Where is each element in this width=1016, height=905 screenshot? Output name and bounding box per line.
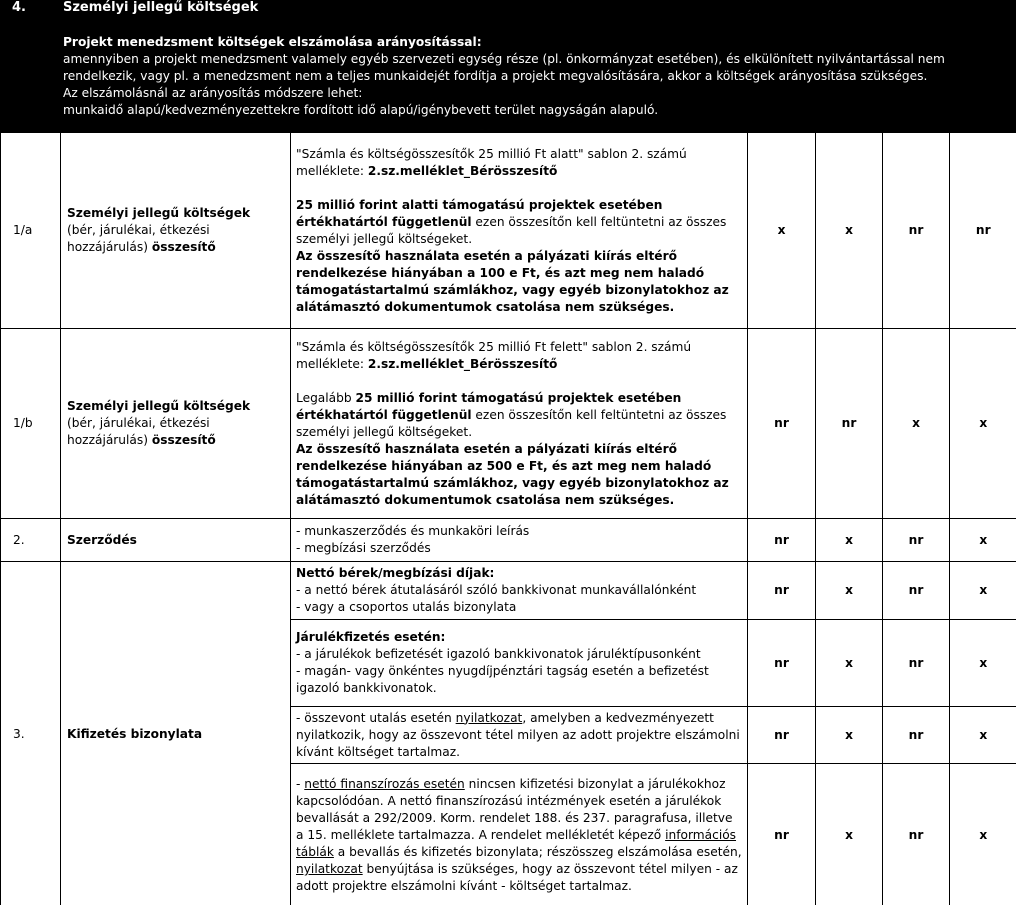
mark-cell: x — [950, 329, 1016, 519]
section-header — [0, 0, 1016, 132]
mark-cell: x — [816, 562, 883, 620]
row-id: 1/a — [1, 133, 61, 329]
row-name: Kifizetés bizonylata — [61, 562, 291, 905]
mark-cell: x — [950, 707, 1016, 764]
mark-cell: x — [950, 764, 1016, 905]
mark-cell: nr — [748, 764, 816, 905]
mark-cell: nr — [883, 562, 950, 620]
mark-cell: nr — [748, 519, 816, 562]
mark-cell: x — [950, 562, 1016, 620]
row-description: "Számla és költségösszesítők 25 millió Ft felett" sablon 2. számú melléklete: 2.sz.melléklet_Bérösszesítő Legalább 25 millió forint támogatású projektek esetében értékhatártól függetlenül ezen összesítőn kell feltüntetni az összes személyi jellegű költségeket. Az összesítő használata esetén a pályázati kiírás eltérő rendelkezése hiányában az 500 e Ft, és azt meg nem haladó támogatástartalmú számlákhoz, vagy egyéb bizonylatokhoz az alátámasztó dokumentumok csatolása nem szükséges. — [291, 329, 748, 519]
row-name: Személyi jellegű költségek (bér, járulékai, étkezési hozzájárulás) összesítő — [61, 133, 291, 329]
row-description: "Számla és költségösszesítők 25 millió Ft alatt" sablon 2. számú melléklete: 2.sz.melléklet_Bérösszesítő 25 millió forint alatti támogatású projektek esetében értékhatártól függetlenül ezen összesítőn kell feltüntetni az összes személyi jellegű költségeket. Az összesítő használata esetén a pályázati kiírás eltérő rendelkezése hiányában a 100 e Ft, és azt meg nem haladó támogatástartalmú számlákhoz, vagy egyéb bizonylatokhoz az alátámasztó dokumentumok csatolása nem szükséges. — [291, 133, 748, 329]
mark-cell: x — [816, 707, 883, 764]
intro-line: amennyiben a projekt menedzsment valamely egyéb szervezeti egység része (pl. önkormányzat esetében), és elkülönített nyilvántartással nem — [63, 52, 945, 66]
mark-cell: x — [816, 519, 883, 562]
mark-cell: nr — [883, 620, 950, 707]
mark-cell: nr — [883, 764, 950, 905]
row-description: - összevont utalás esetén nyilatkozat, amelyben a kedvezményezett nyilatkozik, hogy az összevont tétel milyen az adott projektre elszámolni kívánt költséget tartalmaz. — [291, 707, 748, 764]
table-row — [1, 562, 1016, 620]
intro-heading: Projekt menedzsment költségek elszámolása arányosítással: — [63, 35, 482, 49]
table-row — [1, 519, 1016, 562]
mark-cell: nr — [748, 329, 816, 519]
row-name: Szerződés — [61, 519, 291, 562]
mark-cell: x — [816, 133, 883, 329]
section-title: Személyi jellegű költségek — [63, 0, 259, 15]
row-name: Személyi jellegű költségek (bér, járulékai, étkezési hozzájárulás) összesítő — [61, 329, 291, 519]
mark-cell: nr — [748, 562, 816, 620]
row-id: 3. — [1, 562, 61, 905]
row-description: - munkaszerződés és munkaköri leírás - megbízási szerződés — [291, 519, 748, 562]
row-description: Nettó bérek/megbízási díjak: - a nettó bérek átutalásáról szóló bankkivonat munkavállalónként - vagy a csoportos utalás bizonylata — [291, 562, 748, 620]
row-description: - nettó finanszírozás esetén nincsen kifizetési bizonylat a járulékokhoz kapcsolódóan. A nettó finanszírozású intézmények esetén a járulékok bevallását a 292/2009. Korm. rendelet 188. és 237. paragrafusa, illetve a 15. melléklete tartalmazza. A rendelet mellékletét képező információs táblák a bevallás és kifizetés bizonylata; részösszeg elszámolása esetén, nyilatkozat benyújtása is szükséges, hogy az összevont tétel milyen - az adott projektre elszámolni kívánt - költséget tartalmaz. — [291, 764, 748, 905]
mark-cell: x — [816, 764, 883, 905]
mark-cell: x — [883, 329, 950, 519]
intro-line: munkaidő alapú/kedvezményezettekre fordított idő alapú/igénybevett terület nagyságán alapuló. — [63, 103, 659, 117]
mark-cell: x — [950, 620, 1016, 707]
mark-cell: nr — [883, 707, 950, 764]
intro-line: rendelkezik, vagy pl. a menedzsment nem a teljes munkaidejét fordítja a projekt megvalósítására, akkor a költségek arányosítása szükséges. — [63, 69, 928, 83]
mark-cell: x — [816, 620, 883, 707]
mark-cell: nr — [748, 620, 816, 707]
mark-cell: nr — [883, 133, 950, 329]
mark-cell: nr — [950, 133, 1016, 329]
table-row — [1, 133, 1016, 329]
mark-cell: x — [748, 133, 816, 329]
intro-line: Az elszámolásnál az arányosítás módszere lehet: — [63, 86, 363, 100]
row-description: Járulékfizetés esetén: - a járulékok befizetését igazoló bankkivonatok járuléktípusonként - magán- vagy önkéntes nyugdíjpénztári tagság esetén a befizetést igazoló bankkivonatok. — [291, 620, 748, 707]
row-id: 2. — [1, 519, 61, 562]
section-intro — [63, 34, 1013, 119]
mark-cell: x — [950, 519, 1016, 562]
row-id: 1/b — [1, 329, 61, 519]
mark-cell: nr — [883, 519, 950, 562]
section-number: 4. — [12, 0, 26, 15]
table-row — [1, 329, 1016, 519]
mark-cell: nr — [748, 707, 816, 764]
mark-cell: nr — [816, 329, 883, 519]
cost-table — [0, 132, 1016, 905]
